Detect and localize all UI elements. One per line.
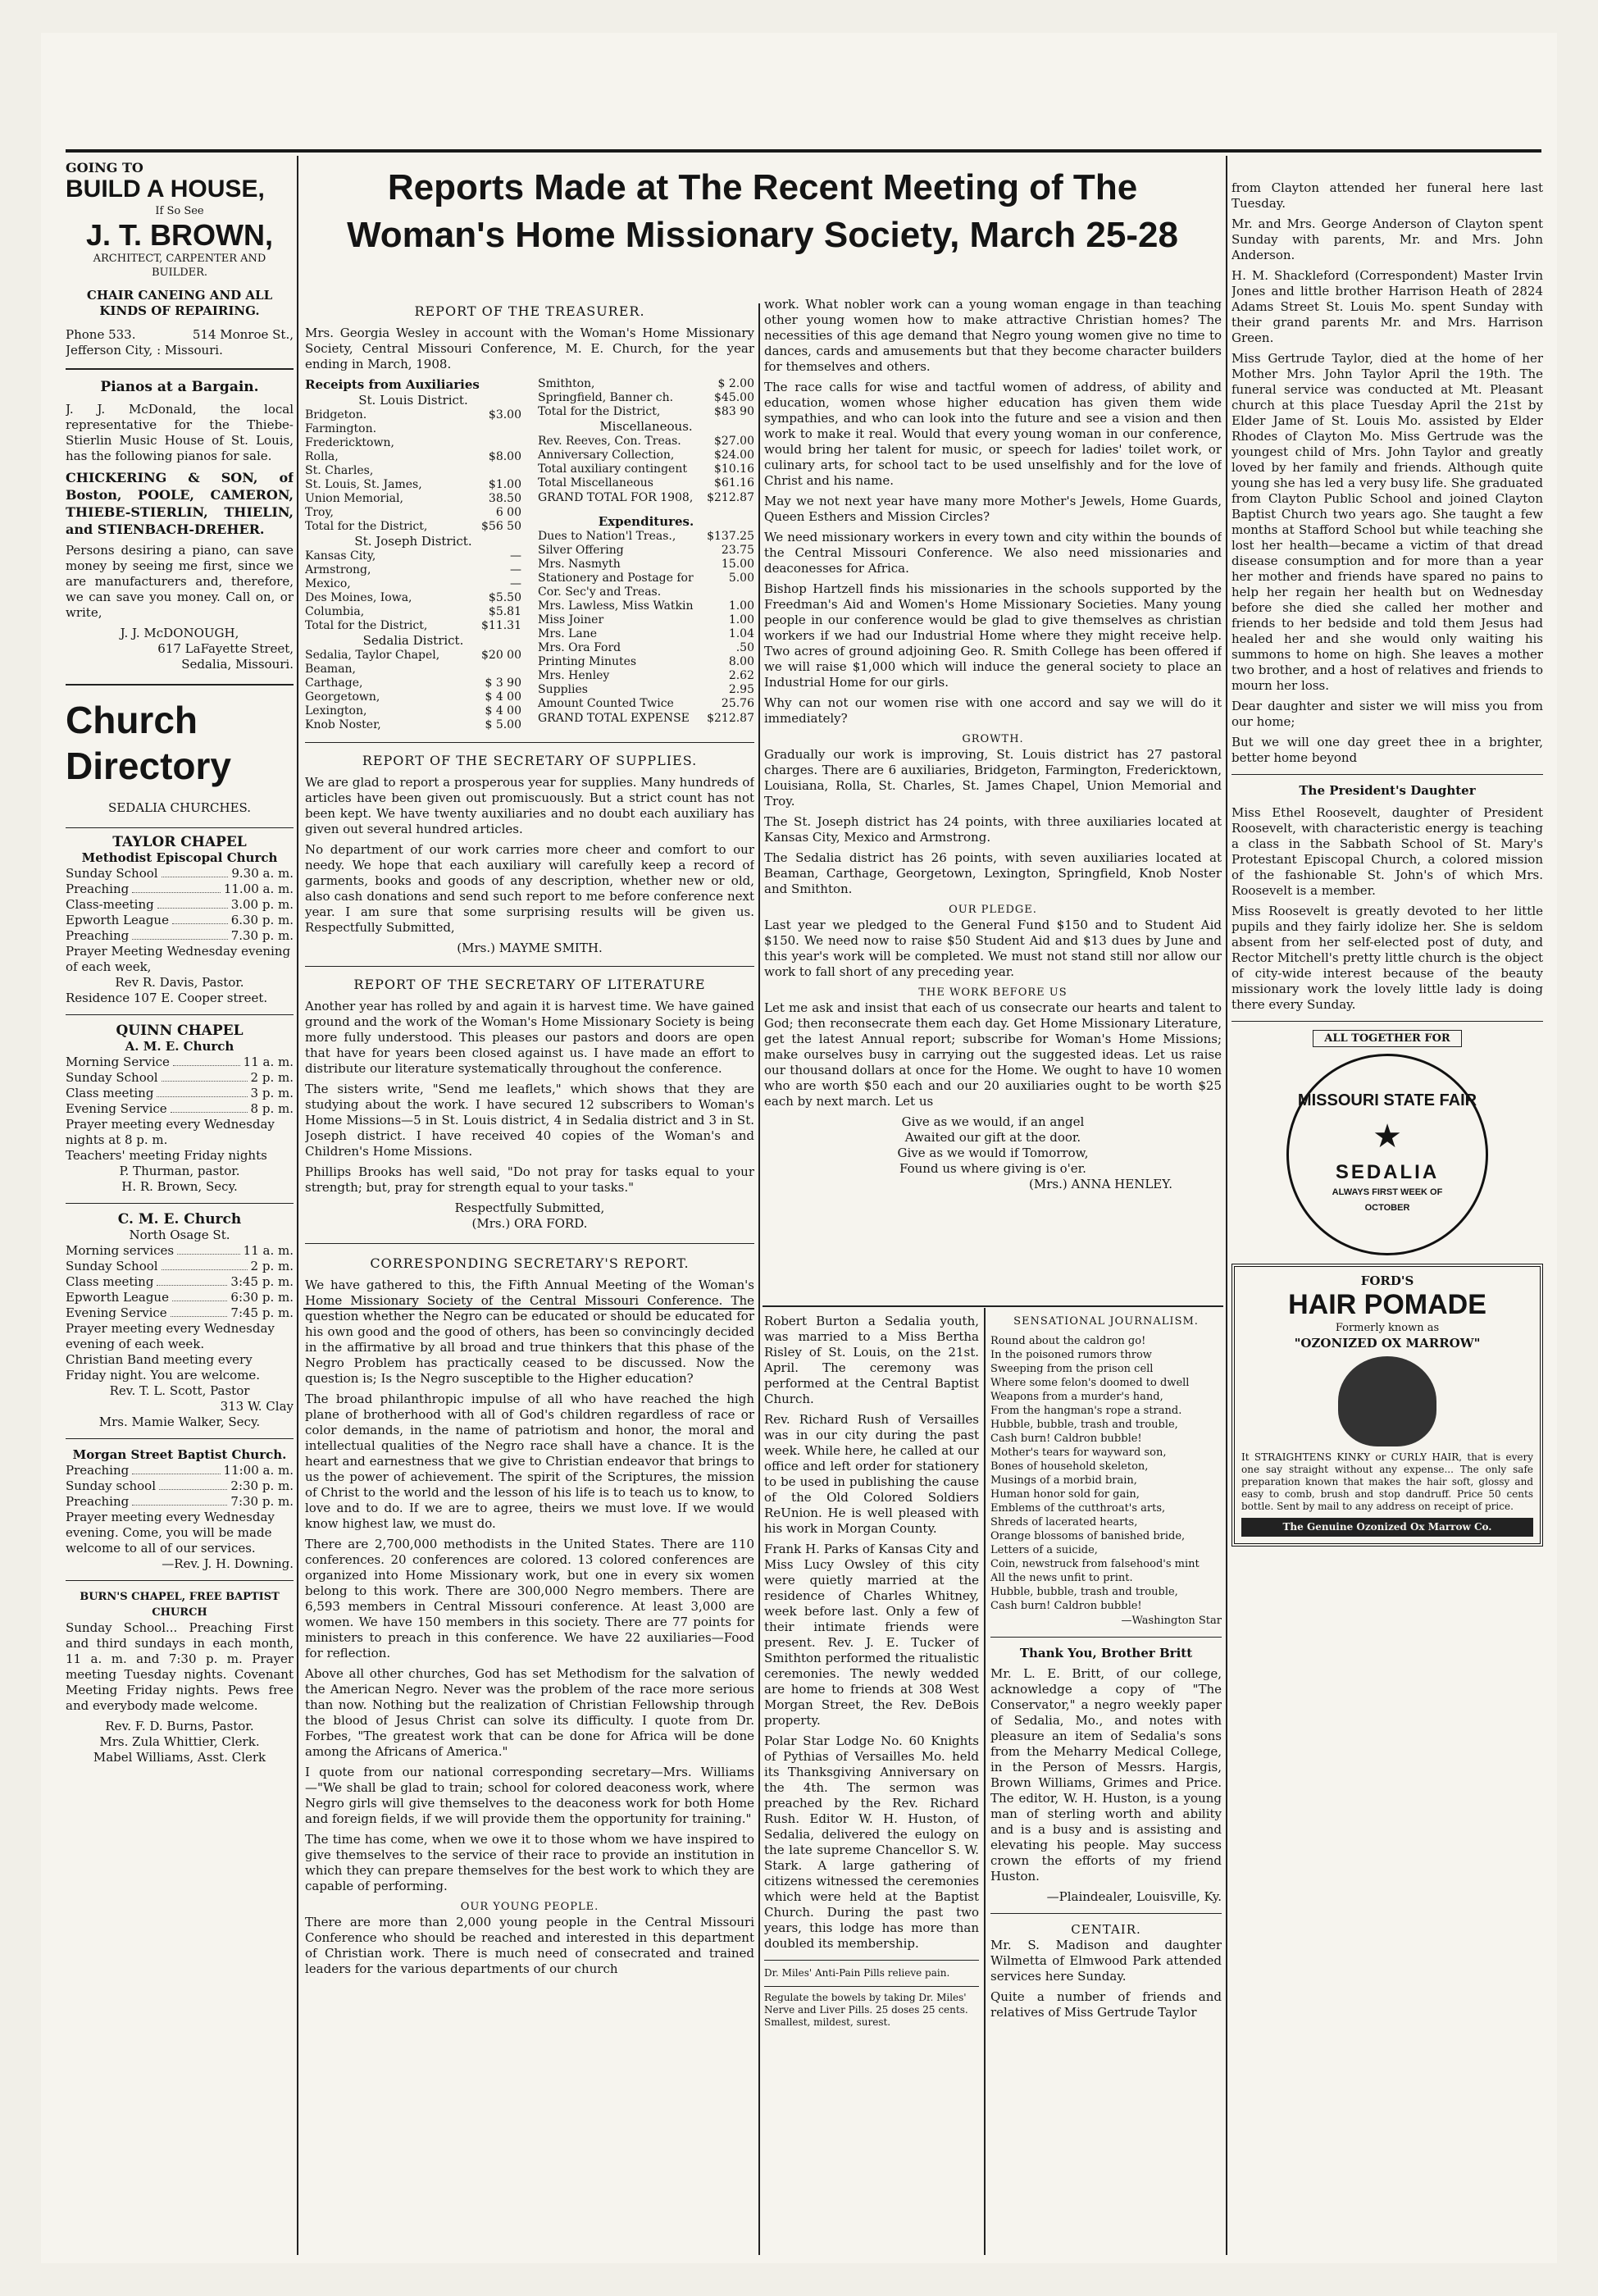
- service-label: Preaching: [66, 928, 130, 943]
- ledger-row: Springfield, Banner ch. $45.00: [538, 391, 754, 404]
- ledger-row: St. Louis, St. James, $1.00: [305, 478, 521, 491]
- sedalia-receipts-cont: [538, 377, 754, 419]
- service-label: Sunday School: [66, 1070, 158, 1085]
- service-row: [66, 1086, 294, 1101]
- church-directory-title: Church: [66, 699, 198, 741]
- service-time: 6:30 p. m.: [230, 1290, 294, 1305]
- ledger-row: Troy, 6 00: [305, 506, 521, 519]
- local-news: Robert Burton a Sedalia youth, was married to a Miss Bertha Risley of St. Louis, on the 21st. April. The ceremony was performed at the Central Baptist Church. Rev. Richard Rush of Versailles was in our city during the past week. While here, he called at our office and left order for stationery to be used in publishing the cause of the Old Colored Soldiers ReUnion. He is well pleased with his work in Morgan County. Frank H. Parks of Kansas City and Miss Lucy Owsley of this city were quietly married at the residence of Charles Whitney, week before last. Only a few of their intimate friends were present. Rev. J. E. Tucker of Smithton performed the ritualistic ceremonies. The newly wedded are home to friends at 308 West Morgan Street, the Rev. DeBois property. Polar Star Lodge No. 60 Knights of Pythias of Versailles Mo. held its Thanksgiving Anniversary on the 4th. The sermon was preached by the Rev. Richard Rush. Editor W. H. Huston, of Sedalia, delivered the eulogy on the late supreme Chancellor S. W. Stark. A large gathering of citizens witnessed the ceremonies which were held at the Baptist Church. During the past two years, this lodge has more than doubled its membership. Dr. Miles' Anti-Pain Pills relieve pain. Regulate the bowels by taking Dr. Miles' Nerve and Liver Pills. 25 doses 25 cents. Smallest, mildest, surest.: [764, 1314, 979, 2028]
- service-row: [66, 1070, 294, 1086]
- service-label: Class meeting: [66, 1086, 154, 1100]
- service-row: [66, 1274, 294, 1290]
- service-label: Epworth League: [66, 913, 169, 927]
- quinn-services: [66, 1055, 294, 1117]
- poem-line: From the hangman's rope a strand.: [990, 1405, 1182, 1417]
- poem-line: Hubble, bubble, trash and trouble,: [990, 1586, 1178, 1598]
- left-column: [66, 160, 294, 2259]
- ledger-row: Bridgeton. $3.00: [305, 408, 521, 421]
- service-row: [66, 1290, 294, 1305]
- service-time: 7.30 p. m.: [230, 928, 294, 943]
- ledger-row: Sedalia, Taylor Chapel, $20 00: [305, 649, 521, 662]
- ledger-row: St. Charles,: [305, 464, 374, 477]
- ledger-row: Total for the District, $56 50: [305, 520, 521, 533]
- service-row: [66, 1055, 294, 1070]
- ledger-row: Carthage, $ 3 90: [305, 676, 521, 690]
- service-label: Morning services: [66, 1243, 175, 1258]
- ledger-row: Smithton, $ 2.00: [538, 377, 754, 390]
- portrait-image: [1338, 1356, 1436, 1446]
- service-row: [66, 1478, 294, 1494]
- poem-line: Orange blossoms of banished bride,: [990, 1530, 1186, 1542]
- service-label: Sunday school: [66, 1478, 157, 1493]
- ledger-row: Des Moines, Iowa, $5.50: [305, 591, 521, 604]
- treasurer-table: Receipts from Auxiliaries St. Louis District. Bridgeton. $3.00 Farmington. Fredericktown, Rolla, $8.00 St. Charles, St. Louis, St. James, $1.00 Union Memorial, 38.50 Troy, 6 00 Total for the District, $56 50 St. Joseph District. Kansas City, — Armstrong, — Mexico, — Des Moines, Iowa, $5.50 Columbia, $5.81 Total for the District, $11.31 Sedalia District. Sedalia, Taylor Chapel, $20 00 Beaman, Carthage, $ 3 90 Georgetown, $ 4 00 Lexington, $ 4 00 Knob Noster, $ 5.00 Smithton, $ 2.00 Springfield, Banner ch. $45.00 Total for the District, $83 90 Miscellaneous. Rev. Reeves, Con. Treas. $27.00 Anniversary Collection, $24.00 Total auxiliary contingent $10.16 Total Miscellaneous $61.16 GRAND TOTAL FOR 1908, $212.87 Expenditures. Dues to Nation'l Treas., $137.25 Silver Offering 23.75 Mrs. Nasmyth 15.00 Stationery and Postage for Cor. Sec'y and Treas. 5.00 Mrs. Lawless, Miss Watkin 1.00 Miss Joiner 1.00 Mrs. Lane 1.04 Mrs. Ora Ford .50 Printing Minutes 8.00 Mrs. Henley 2.62 Supplies 2.95 Amount Counted Twice 25.76 GRAND TOTAL EXPENSE $212.87: [305, 377, 754, 731]
- poem-line: Cash burn! Caldron bubble!: [990, 1600, 1142, 1612]
- service-row: [66, 928, 294, 944]
- ledger-row: Supplies 2.95: [538, 683, 754, 696]
- service-time: 11 a. m.: [243, 1055, 294, 1069]
- st-louis-receipts: [305, 408, 521, 534]
- ledger-row: Rev. Reeves, Con. Treas. $27.00: [538, 435, 754, 448]
- service-row: [66, 882, 294, 897]
- ledger-row: Total for the District, $11.31: [305, 619, 521, 632]
- ledger-row: Columbia, $5.81: [305, 605, 521, 618]
- journalism-column: SENSATIONAL JOURNALISM. Round about the caldron go! In the poisoned rumors throw Sweeping from the prison cell Where some felon's doomed to dwell Weapons from a murder's hand, From the hangman's rope a strand. Hubble, bubble, trash and trouble, Cash burn! Caldron bubble! Mother's tears for wayward son, Bones of household skeleton, Musings of a morbid brain, Human honor sold for gain, Emblems of the cutthroat's arts, Shreds of lacerated hearts, Orange blossoms of banished bride, Letters of a suicide, Coin, newstruck from falsehood's mint All the news unfit to print. Hubble, bubble, trash and trouble, Cash burn! Caldron bubble! —Washington Star Thank You, Brother Britt Mr. L. E. Britt, of our college, acknowledge a copy of "The Conservator," a negro weekly paper of Sedalia, Mo., and notes with pleasure an item of Sedalia's sons from the Meharry Medical College, in the Person of Messrs. Hargis, Brown Williams, Grimes and Price. The editor, W. H. Huston, is a young man of sterling worth and ability and is a busy and is assisting and elevating his people. May success crown the efforts of my friend Huston. —Plaindealer, Louisville, Ky. CENTAIR. Mr. S. Madison and daughter Wilmetta of Elmwood Park attended services here Sunday. Quite a number of friends and relatives of Miss Gertrude Taylor: [990, 1315, 1222, 2020]
- poem-line: Weapons from a murder's hand,: [990, 1391, 1163, 1403]
- service-row: [66, 1101, 294, 1117]
- service-time: 8 p. m.: [250, 1101, 294, 1116]
- service-time: 3:45 p. m.: [230, 1274, 294, 1289]
- taylor-services: [66, 866, 294, 944]
- ledger-row: Anniversary Collection, $24.00: [538, 449, 754, 462]
- ledger-row: Armstrong, —: [305, 563, 521, 576]
- service-label: Evening Service: [66, 1305, 167, 1320]
- service-label: Preaching: [66, 1463, 130, 1478]
- treasurer-title: REPORT OF THE TREASURER.: [414, 303, 645, 319]
- ledger-row: Total for the District, $83 90: [538, 405, 754, 418]
- ledger-row: Rolla, $8.00: [305, 450, 521, 463]
- service-row: [66, 913, 294, 928]
- ledger-row: Printing Minutes 8.00: [538, 655, 754, 668]
- column-2: REPORT OF THE TREASURER. Mrs. Georgia Wesley in account with the Woman's Home Missionary Society, Central Missouri Conference, M. E. Church, for the year ending in March, 1908. Receipts from Auxiliaries St. Louis District. Bridgeton. $3.00 Farmington. Fredericktown, Rolla, $8.00 St. Charles, St. Louis, St. James, $1.00 Union Memorial, 38.50 Troy, 6 00 Total for the District, $56 50 St. Joseph District. Kansas City, — Armstrong, — Mexico, — Des Moines, Iowa, $5.50 Columbia, $5.81 Total for the District, $11.31 Sedalia District. Sedalia, Taylor Chapel, $20 00 Beaman, Carthage, $ 3 90 Georgetown, $ 4 00 Lexington, $ 4 00 Knob Noster, $ 5.00 Smithton, $ 2.00 Springfield, Banner ch. $45.00 Total for the District, $83 90 Miscellaneous. Rev. Reeves, Con. Treas. $27.00 Anniversary Collection, $24.00 Total auxiliary contingent $10.16 Total Miscellaneous $61.16 GRAND TOTAL FOR 1908, $212.87 Expenditures. Dues to Nation'l Treas., $137.25 Silver Offering 23.75 Mrs. Nasmyth 15.00 Stationery and Postage for Cor. Sec'y and Treas. 5.00 Mrs. Lawless, Miss Watkin 1.00 Miss Joiner 1.00 Mrs. Lane 1.04 Mrs. Ora Ford .50 Printing Minutes 8.00 Mrs. Henley 2.62 Supplies 2.95 Amount Counted Twice 25.76 GRAND TOTAL EXPENSE $212.87 REPORT OF THE SECRETARY OF SUPPLIES. We are glad to report a prosperous year for supplies. Many hundreds of articles have been given out promiscuously. But a strict count has not been kept. We have twenty auxiliaries and no doubt each auxiliary has given out several hundred articles. No department of our work carries more cheer and comfort to our needy. We hope that each auxiliary will carefully keep a record of garments, books and goods of any description, whether new or old, also cash donations and send such report to me before conference next year. I am sure that some surprising results will be given us. Respectfully Submitted, (Mrs.) MAYME SMITH. REPORT OF THE SECRETARY OF LITERATURE Another year has rolled by and again it is harvest time. We have gained ground and the work of the Woman's Home Missionary Society is being more fully understood. This pleases our pastors and doors are open that have for years been closed against us. I have made an effort to distribute our literature systematically throughout the conference. The sisters write, "Send me leaflets," which shows that they are studying about the work. I have secured 12 subscribers to Woman's Home Missions—5 in St. Louis district, 4 in Sedalia district and 3 in St. Joseph district. I have received 40 copies of the Woman's and Children's Home Missions. Phillips Brooks has well said, "Do not pray for tasks equal to your strength; but, pray for strength equal to your tasks." Respectfully Submitted, (Mrs.) ORA FORD. CORRESPONDING SECRETARY'S REPORT. We have gathered to this, the Fifth Annual Meeting of the Woman's Home Missionary Society of the Central Missouri Conference. The question whether the Negro can be educated or should be educated for his own good and the good of others, has been so convincingly decided in the affirmative by all broad and true thinkers that this phase of the Negro Problem has practically ceased to be discussed. Now the question is; Is the Negro susceptible to the Higher education? The broad philanthropic impulse of all who have reached the high plane of brotherhood with all of God's children regardless of race or color demands, in the name of patriotism and honor, the moral and intellectual qualities of the Negro race shall have a chance. It is the heart and earnestness that we give to Christian endeavor that brings to us the power of achievement. The spirit of the Scriptures, the mission of Christ to the world and the lesson of his life is to teach us to know, to love and to do. If we are to agree, theirs we must love. If we would know highest law, we must do. There are 2,700,000 methodists in the United States. There are 110 conferences. 20 conferences are colored. 13 colored conferences are organized into Home Missionary work, but one in every six women belong to this work. There are 300,000 Negro members. There are 6,593 members in Central Missouri conference. At least 3,000 are women. We have 150 members in this society. There are 77 points for ministers to preach in this conference. We have 22 auxiliaries—Food for reflection. Above all other churches, God has set Methodism for the salvation of the American Negro. Never was the problem of the race more serious than now. Nothing but the realization of Christian Fellowship through the blood of Jesus Christ can solve its difficulty. I quote from Dr. Forbes, "The greatest work that can be done for Africa will be done among the Africans of America." I quote from our national corresponding secretary—Mrs. Williams—"We shall be glad to train; school for colored deaconess work, where Negro girls will give themselves to the deaconess work for both Home and foreign fields, if we will provide them the opportunity for training." The time has come, when we owe it to those whom we have inspired to give themselves to the service of their race to provide an institution in which they can prepare themselves for the best work to which they are capable of performing. OUR YOUNG PEOPLE. There are more than 2,000 young people in the Central Missouri Conference who should be reached and interested in this department of Christian work. There is much need of consecrated and trained leaders for the various departments of our church: [305, 303, 754, 1976]
- section-rule: [763, 1305, 1223, 1307]
- poem-line: Mother's tears for wayward son,: [990, 1446, 1167, 1459]
- service-time: 11.00 a. m.: [223, 882, 294, 896]
- poem-line: Shreds of lacerated hearts,: [990, 1516, 1138, 1528]
- ledger-row: Mexico, —: [305, 577, 521, 590]
- ledger-row: Amount Counted Twice 25.76: [538, 697, 754, 710]
- ledger-row: Silver Offering 23.75: [538, 544, 754, 557]
- service-time: 3 p. m.: [250, 1086, 294, 1100]
- service-label: Epworth League: [66, 1290, 169, 1305]
- ledger-row: Lexington, $ 4 00: [305, 704, 521, 718]
- service-row: [66, 1259, 294, 1274]
- poem-line: Round about the caldron go!: [990, 1335, 1146, 1347]
- service-label: Evening Service: [66, 1101, 167, 1116]
- corresponding-title: CORRESPONDING SECRETARY'S REPORT.: [370, 1255, 690, 1271]
- poem-line: Musings of a morbid brain,: [990, 1474, 1137, 1487]
- brown-ad: GOING TO BUILD A HOUSE, If So See J. T. BROWN, ARCHITECT, CARPENTER AND BUILDER. CHAIR CANEING AND ALL KINDS OF REPAIRING. Phone 533. 514 Monroe St., Jefferson City, : Missouri.: [66, 160, 294, 358]
- ledger-row: Mrs. Henley 2.62: [538, 669, 754, 682]
- service-row: [66, 1243, 294, 1259]
- service-time: 2 p. m.: [250, 1070, 294, 1085]
- literature-title: REPORT OF THE SECRETARY OF LITERATURE: [353, 977, 706, 992]
- masthead-rule: [66, 149, 1541, 153]
- ledger-row: Dues to Nation'l Treas., $137.25: [538, 530, 754, 543]
- service-row: [66, 1463, 294, 1478]
- service-label: Sunday School: [66, 866, 158, 881]
- poem-line: Sweeping from the prison cell: [990, 1363, 1154, 1375]
- right-column: from Clayton attended her funeral here last Tuesday. Mr. and Mrs. George Anderson of Clayton spent Sunday with parents, Mr. and Mrs. John Anderson. H. M. Shackleford (Correspondent) Master Irvin Jones and little brother Harrison Heath of 2824 Adams Street St. Louis Mo. spent Sunday with their grand parents Mr. and Mrs. Harrison Green. Miss Gertrude Taylor, died at the home of her Mother Mrs. John Taylor April the 19th. The funeral service was conducted at Mt. Pleasant church at this place Tuesday April the 21st by Elder Jame of St. Louis Mo. assisted by Elder Rhodes of Clayton Mo. Miss Gertrude was the youngest child of Mrs. John Taylor and greatly loved by her family and friends. Although quite young she has led a very busy life. She graduated from Clayton Public School and joined Clayton Baptist Church two years ago. She taught a few months at Stafford School but while teaching she lost her health—became a victim of that dread disease consumption and for more than a year her mother and friends have spared no pains to help her regain her health but on Wednesday before she died she called her mother and friends to her bedside and told them Jesus had healed her and she would only waiting his summons to home on high. She leaves a mother two brother, and a host of relatives and friends to mourn her loss. Dear daughter and sister we will miss you from our home; But we will one day greet thee in a brighter, better home beyond The President's Daughter Miss Ethel Roosevelt, daughter of President Roosevelt, with characteristic energy is teaching a class in the Sabbath School of St. Mary's Protestant Episcopal Church, a colored mission of the fashionable St. John's of which Mrs. Roosevelt is a member. Miss Roosevelt is greatly devoted to her little pupils and they fairly idolize her. She is seldom absent from her self-elected post of duty, and Rector Mitchell's pretty little church is the object of city-wide interest because of the beauty missionary work the lovely little lady is doing there every Sunday. ALL TOGETHER FOR MISSOURI STATE FAIR ★ SEDALIA ALWAYS FIRST WEEK OF OCTOBER FORD'S HAIR POMADE Formerly known as "OZONIZED OX MARROW" It STRAIGHTENS KINKY or CURLY HAIR, that is every one say straight without any expense... The only safe preparation known that makes the hair soft, glossy and easy to comb, brush and stop dandruff. Price 50 cents bottle. Sent by mail to any address on receipt of price. The Genuine Ozonized Ox Marrow Co.: [1232, 180, 1543, 2255]
- service-label: Class-meeting: [66, 897, 154, 912]
- pianos-ad: Pianos at a Bargain. J. J. McDonald, the local representative for the Thiebe-Stierlin Music House of St. Louis, has the following pianos for sale. CHICKERING & SON, of Boston, POOLE, CAMERON, THIEBE-STIERLIN, THIELIN, and STIENBACH-DREHER. Persons desiring a piano, can save money by seeing me first, since we are manufacturers and, therefore, we can save you money. Call on, or write, J. J. McDONOUGH, 617 LaFayette Street, Sedalia, Missouri.: [66, 379, 294, 672]
- ledger-row: Total Miscellaneous $61.16: [538, 476, 754, 490]
- church-directory: Church Directory SEDALIA CHURCHES. TAYLOR CHAPEL Methodist Episcopal Church Sunday School 9.30 a. m. Preaching 11.00 a. m. Class-meeting 3.00 p. m. Epworth League 6.30 p. m. Preaching 7.30 p. m. Prayer Meeting Wednesday evening of each week, Rev R. Davis, Pastor. Residence 107 E. Cooper street. QUINN CHAPEL A. M. E. Church Morning Service 11 a. m. Sunday School 2 p. m. Class meeting 3 p. m. Evening Service 8 p. m. Prayer meeting every Wednesday nights at 8 p. m. Teachers' meeting Friday nights P. Thurman, pastor. H. R. Brown, Secy. C. M. E. Church North Osage St. Morning services 11 a. m. Sunday School 2 p. m. Class meeting 3:45 p. m. Epworth League 6:30 p. m. Evening Service 7:45 p. m. Prayer meeting every Wednesday evening of each week. Christian Band meeting every Friday night. You are welcome. Rev. T. L. Scott, Pastor 313 W. Clay Mrs. Mamie Walker, Secy. Morgan Street Baptist Church. Preaching 11:00 a. m. Sunday school 2:30 p. m. Preaching 7:30 p. m. Prayer meeting every Wednesday evening. Come, you will be made welcome to all of our services. —Rev. J. H. Downing. BURN'S CHAPEL, FREE BAPTIST CHURCH Sunday School... Preaching First and third sundays in each month, 11 a. m. and 7:30 p. m. Prayer meeting Tuesday nights. Covenant Meeting Friday nights. Pews free and everybody made welcome. Rev. F. D. Burns, Pastor. Mrs. Zula Whittier, Clerk. Mabel Williams, Asst. Clerk: [66, 699, 294, 1765]
- column-rule: [1226, 156, 1227, 2255]
- service-row: [66, 897, 294, 913]
- service-time: 11 a. m.: [243, 1243, 294, 1258]
- ledger-row: Miss Joiner 1.00: [538, 613, 754, 626]
- poem-line: Letters of a suicide,: [990, 1544, 1098, 1556]
- ledger-row: Georgetown, $ 4 00: [305, 690, 521, 704]
- misc-receipts: [538, 435, 754, 490]
- service-row: [66, 1494, 294, 1510]
- cme-services: [66, 1243, 294, 1321]
- service-label: Preaching: [66, 1494, 130, 1509]
- ledger-row: Knob Noster, $ 5.00: [305, 718, 521, 731]
- ledger-row: Stationery and Postage for Cor. Sec'y and Treas. 5.00: [538, 572, 754, 599]
- state-fair-ad: ALL TOGETHER FOR MISSOURI STATE FAIR ★ SEDALIA ALWAYS FIRST WEEK OF OCTOBER: [1232, 1030, 1543, 1255]
- ledger-row: Fredericktown,: [305, 436, 394, 449]
- service-row: [66, 1305, 294, 1321]
- star-icon: ★: [1373, 1118, 1402, 1155]
- column-rule: [984, 1308, 986, 2255]
- hair-pomade-ad: FORD'S HAIR POMADE Formerly known as "OZONIZED OX MARROW" It STRAIGHTENS KINKY or CURLY HAIR, that is every one say straight without any expense... The only safe preparation known that makes the hair soft, glossy and easy to comb, brush and stop dandruff. Price 50 cents bottle. Sent by mail to any address on receipt of price. The Genuine Ozonized Ox Marrow Co.: [1232, 1264, 1543, 1547]
- ledger-row: Mrs. Ora Ford .50: [538, 641, 754, 654]
- ledger-row: Beaman,: [305, 663, 357, 676]
- poem-line: Where some felon's doomed to dwell: [990, 1377, 1190, 1389]
- st-joseph-receipts: [305, 549, 521, 633]
- ledger-row: Mrs. Lane 1.04: [538, 627, 754, 640]
- service-label: Sunday School: [66, 1259, 158, 1273]
- service-time: 7:45 p. m.: [230, 1305, 294, 1320]
- column-rule: [297, 156, 298, 2255]
- column-3: work. What nobler work can a young woman engage in than teaching other young women how to make attractive Christian homes? The necessities of this age demand that Negro young women give no time to dances, cards and amusements but that they become character builders for themselves and others. The race calls for wise and tactful women of address, of ability and education, women whose higher education has given them wide sympathies, and who can look into the future and see a vision and then work to make it real. Would that every young woman in our conference, would bring her talent for music, or speech for ladies' toilet work, or culinary arts, for school tact to be used unselfishly and for the love of Christ and his name. May we not next year have many more Mother's Jewels, Home Guards, Queen Esthers and Mission Circles? We need missionary workers in every town and city within the bounds of the Central Missouri Conference. We also need missionaries and deaconesses for Africa. Bishop Hartzell finds his missionaries in the schools supported by the Freedman's Aid and Women's Home Missionary Societies. Many young people in our conference would be glad to give themselves as christian workers if we had our Industrial Home where they might receive help. Two acres of ground adjoining Geo. R. Smith College has been offered if we will raise $1,000 which will induce the general society to place an Industrial Home for our girls. Why can not our women rise with one accord and say we will do it immediately? GROWTH. Gradually our work is improving, St. Louis district has 27 pastoral charges. There are 6 auxiliaries, Bridgeton, Farmington, Fredericktown, Louisiana, Rolla, St. Charles, St. James Chapel, Union Memorial and Troy. The St. Joseph district has 24 points, with three auxiliaries located at Kansas City, Mexico and Armstrong. The Sedalia district has 26 points, with seven auxiliaries located at Beaman, Carthage, Georgetown, Lexington, Springfield, Knob Noster and Smithton. OUR PLEDGE. Last year we pledged to the General Fund $150 and to Student Aid $150. We need now to raise $50 Student Aid and $13 dues by June and this year's work will be completed. We must not stand still nor allow our work to fall short of any preceding year. THE WORK BEFORE US Let me ask and insist that each of us consecrate our hearts and talent to God; then reconsecrate them each day. Get Home Missionary Literature, get the latest Annual report; subscribe for Woman's Home Missions; make ourselves busy in carrying out the suggested ideas. Let us raise our thousand dollars at once for the Home. We ought to have 10 women who are worth $50 each and our 20 auxiliaries ought to be worth $25 each by next march. Let us Give as we would, if an angel Awaited our gift at the door. Give as we would if Tomorrow, Found us where giving is o'er. (Mrs.) ANNA HENLEY.: [764, 297, 1222, 1191]
- service-time: 9.30 a. m.: [231, 866, 294, 881]
- state-fair-seal: MISSOURI STATE FAIR ★ SEDALIA ALWAYS FIRST WEEK OF OCTOBER: [1286, 1054, 1488, 1255]
- service-label: Class meeting: [66, 1274, 154, 1289]
- brown-name: J. T. BROWN,: [85, 218, 273, 252]
- headline: Reports Made at The Recent Meeting of The Woman's Home Missionary Society, March 25-28: [347, 167, 1178, 255]
- poem-line: Cash burn! Caldron bubble!: [990, 1433, 1142, 1445]
- ledger-row: Mrs. Nasmyth 15.00: [538, 558, 754, 571]
- ledger-row: Total auxiliary contingent $10.16: [538, 462, 754, 476]
- ledger-row: Union Memorial, 38.50: [305, 492, 521, 505]
- service-label: Morning Service: [66, 1055, 170, 1069]
- poem-line: In the poisoned rumors throw: [990, 1349, 1152, 1361]
- service-time: 2 p. m.: [250, 1259, 294, 1273]
- poem-line: Coin, newstruck from falsehood's mint: [990, 1558, 1200, 1570]
- ledger-row: Kansas City, —: [305, 549, 521, 563]
- column-rule: [758, 303, 760, 2255]
- service-time: 6.30 p. m.: [230, 913, 294, 927]
- sedalia-receipts: [305, 649, 521, 732]
- expenditures: [538, 530, 754, 711]
- service-time: 7:30 p. m.: [230, 1494, 294, 1509]
- ledger-row: Mrs. Lawless, Miss Watkin 1.00: [538, 599, 754, 613]
- service-label: Preaching: [66, 882, 130, 896]
- poem-line: All the news unfit to print.: [990, 1572, 1133, 1584]
- service-time: 3.00 p. m.: [230, 897, 294, 912]
- service-time: 11:00 a. m.: [223, 1463, 294, 1478]
- ledger-row: Farmington.: [305, 422, 377, 435]
- poem-line: Hubble, bubble, trash and trouble,: [990, 1419, 1178, 1431]
- poem-line: Human honor sold for gain,: [990, 1488, 1140, 1501]
- service-time: 2:30 p. m.: [230, 1478, 294, 1493]
- poem-line: Emblems of the cutthroat's arts,: [990, 1502, 1166, 1515]
- poem-line: Bones of household skeleton,: [990, 1460, 1149, 1473]
- service-row: [66, 866, 294, 882]
- supplies-title: REPORT OF THE SECRETARY OF SUPPLIES.: [362, 753, 698, 768]
- journalism-poem: [990, 1334, 1222, 1613]
- morgan-services: [66, 1463, 294, 1510]
